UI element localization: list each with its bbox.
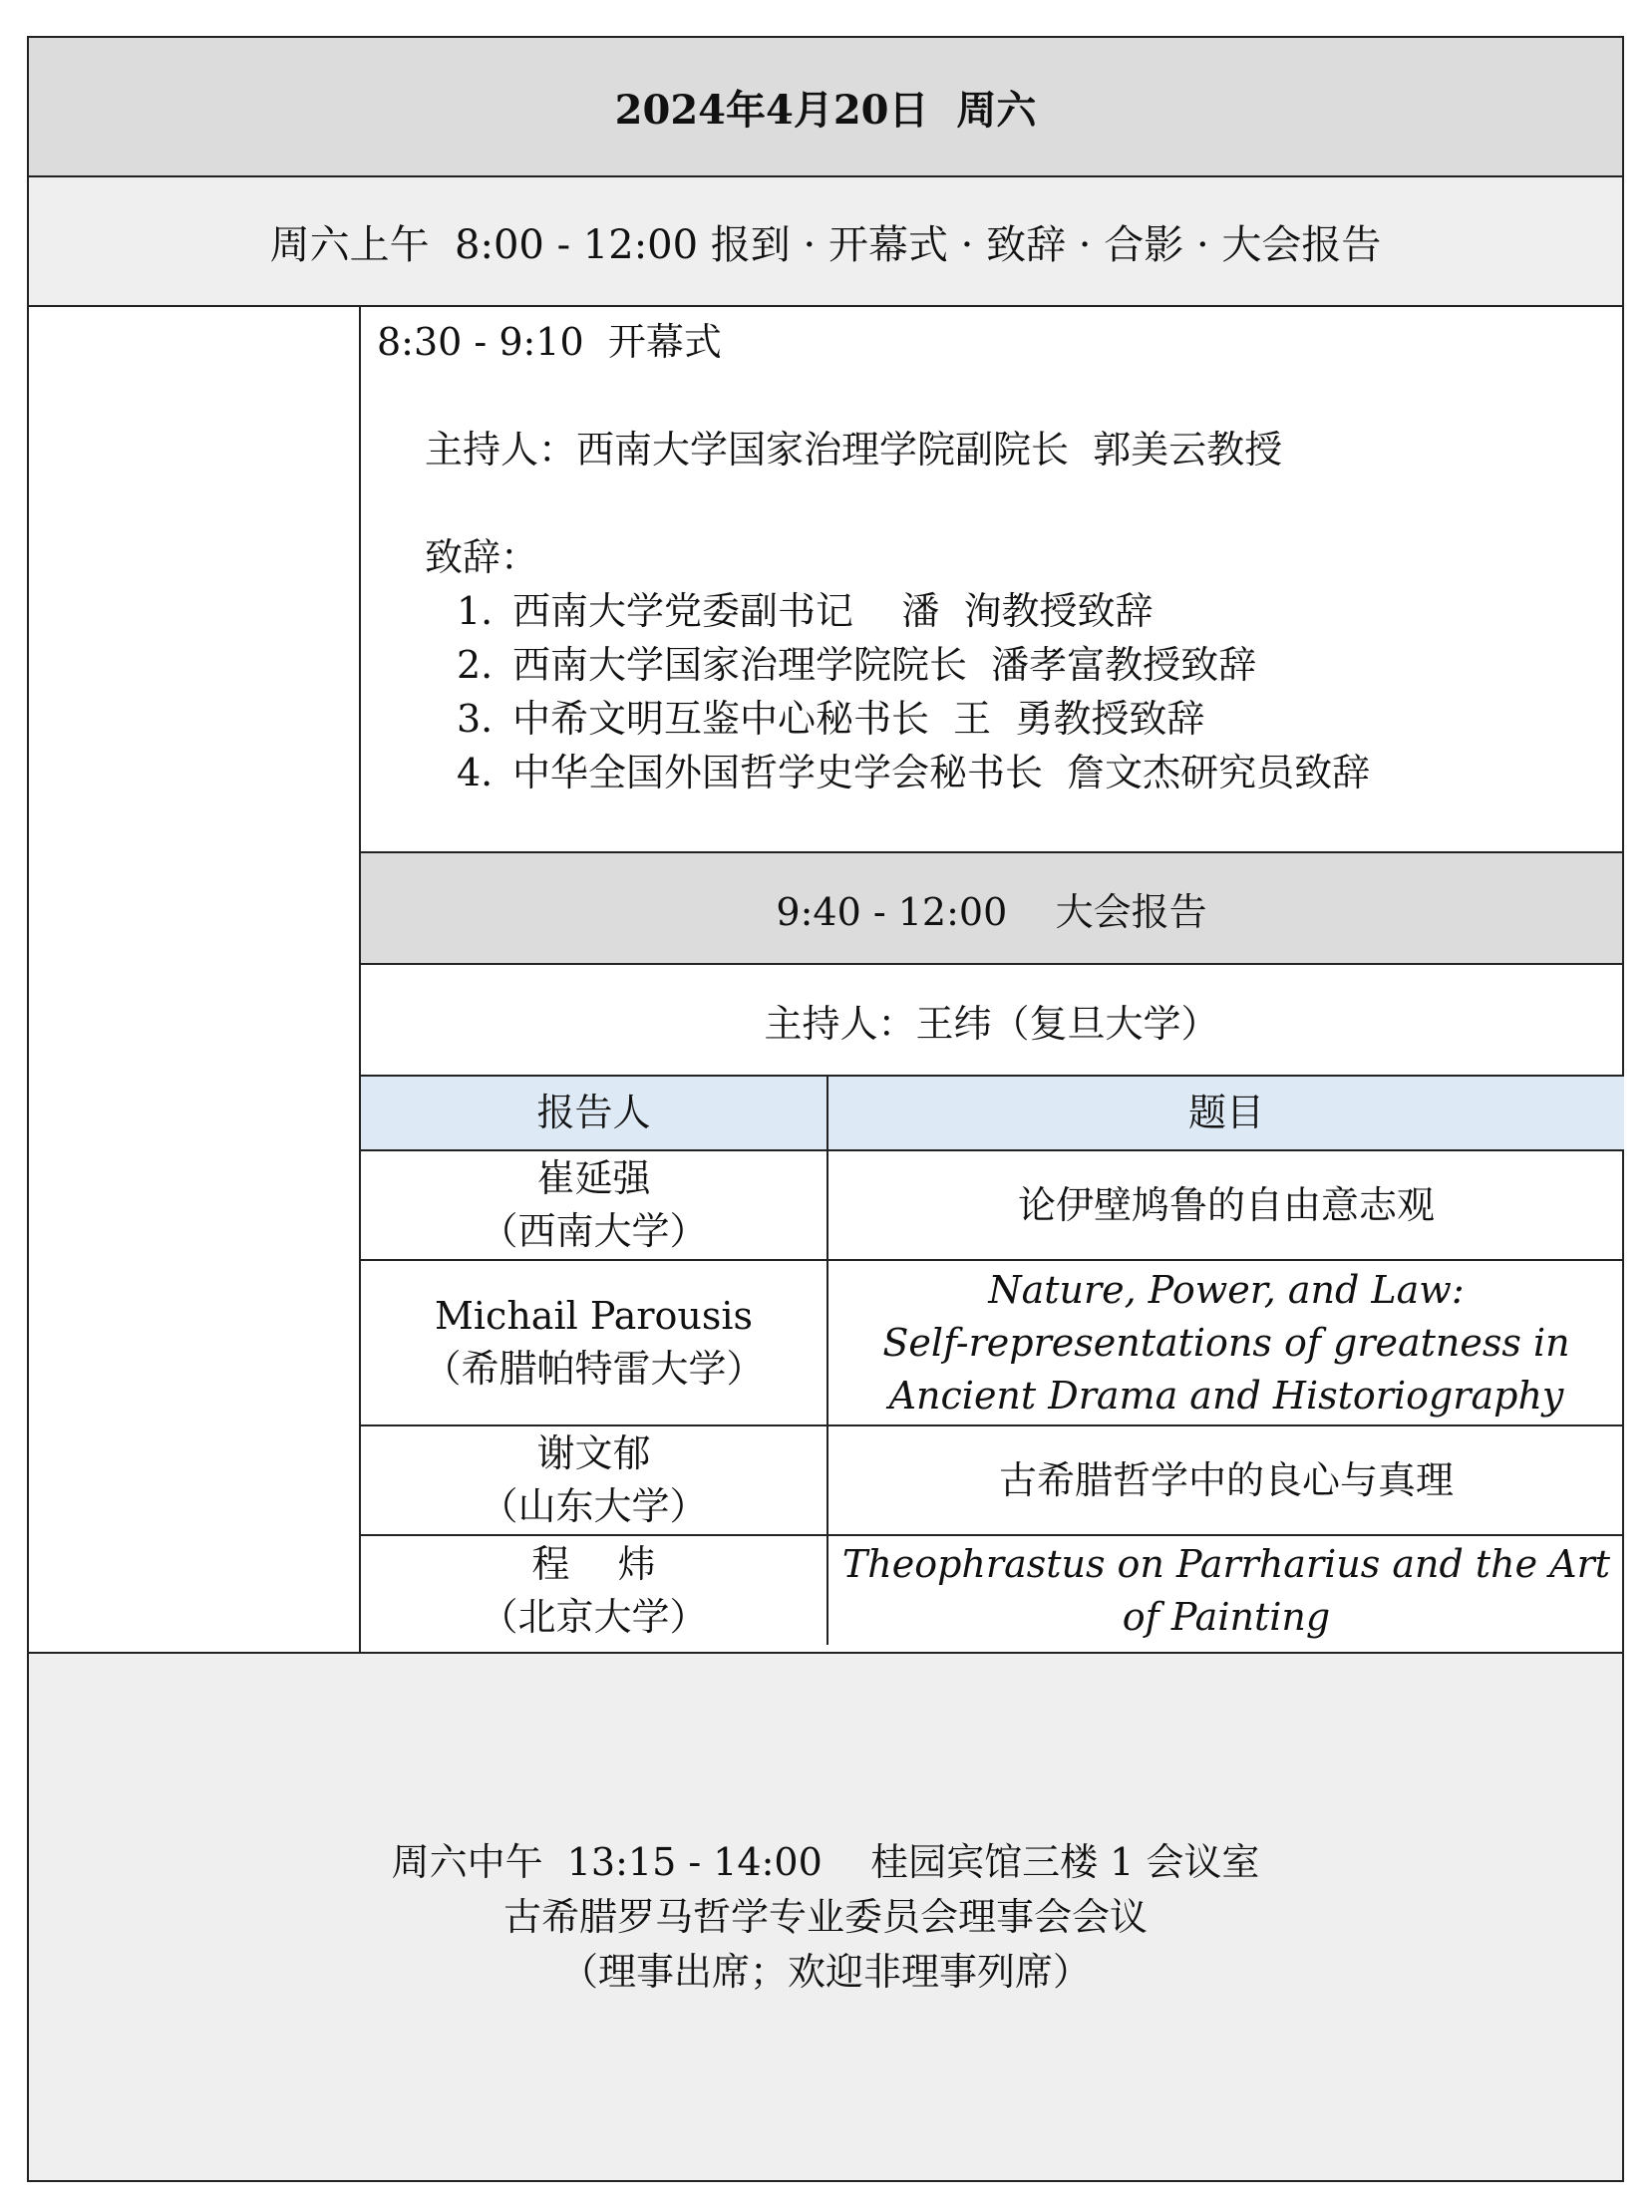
talk-title: 古希腊哲学中的良心与真理: [998, 1457, 1454, 1502]
speaker-affiliation: （希腊帕特雷大学）: [423, 1347, 765, 1391]
morning-header-text: 周六上午 8:00 - 12:00 报到 · 开幕式 · 致辞 · 合影 · 大会报告: [269, 221, 1382, 268]
plenary-host-row: [361, 965, 1622, 1077]
schedule-table: [27, 36, 1624, 2182]
list-item: [457, 638, 1370, 692]
talk-title-line: Nature, Power, and Law:: [988, 1267, 1465, 1312]
plenary-header: [361, 853, 1622, 965]
speeches-list: [457, 584, 1370, 799]
morning-session: [29, 307, 1622, 1652]
plenary-title: 9:40 - 12:00 大会报告: [776, 889, 1207, 934]
speeches-label: 致辞：: [425, 535, 539, 579]
speaker-name: 谢文郁: [536, 1431, 651, 1475]
speaker-name: 程 炜: [531, 1541, 656, 1586]
speaker-name: 崔延强: [536, 1156, 651, 1200]
title-cell: [827, 1425, 1624, 1535]
speaker-name: Michail Parousis: [434, 1294, 754, 1338]
table-row: [361, 1425, 1624, 1535]
morning-header: [29, 177, 1622, 307]
list-item: [457, 746, 1370, 799]
talk-title: 论伊壁鸠鲁的自由意志观: [1017, 1182, 1435, 1227]
right-column: [361, 307, 1622, 1652]
list-number: 1.: [457, 589, 494, 633]
talk-title-line: of Painting: [1122, 1594, 1331, 1639]
speech-text: 中华全国外国哲学史学会秘书长 詹文杰研究员致辞: [512, 751, 1371, 794]
title-cell: [827, 1150, 1624, 1260]
table-row: [361, 1535, 1624, 1645]
noon-meeting-note: （理事出席；欢迎非理事列席）: [559, 1949, 1091, 1994]
speaker-cell: [361, 1535, 827, 1645]
title-cell: [827, 1535, 1624, 1645]
speaker-affiliation: （西南大学）: [480, 1209, 708, 1253]
date-header-text: 2024年4月20日 周六: [614, 86, 1037, 134]
noon-session: [29, 1652, 1622, 2180]
opening-ceremony: [361, 307, 1622, 853]
talk-title-line: Theophrastus on Parrharius and the Art: [841, 1541, 1611, 1586]
column-header-title: 题目: [827, 1077, 1624, 1150]
table-row: [361, 1260, 1624, 1425]
speech-text: 西南大学党委副书记 潘 洵教授致辞: [512, 589, 1154, 633]
noon-time-location: 周六中午 13:15 - 14:00 桂园宾馆三楼 1 会议室: [391, 1839, 1260, 1884]
speaker-cell: [361, 1260, 827, 1425]
table-header-row: [361, 1077, 1624, 1150]
speaker-affiliation: （北京大学）: [480, 1594, 708, 1639]
column-header-speaker: 报告人: [361, 1077, 827, 1150]
list-number: 2.: [457, 643, 494, 687]
speech-text: 西南大学国家治理学院院长 潘孝富教授致辞: [512, 643, 1257, 687]
talk-title-line: Self-representations of greatness in: [882, 1320, 1570, 1365]
list-number: 4.: [457, 751, 494, 794]
talk-title-line: Ancient Drama and Historiography: [888, 1373, 1564, 1418]
noon-meeting-title: 古希腊罗马哲学专业委员会理事会会议: [502, 1894, 1148, 1939]
speech-text: 中希文明互鉴中心秘书长 王 勇教授致辞: [512, 697, 1205, 741]
date-header: [29, 38, 1622, 177]
opening-title: 8:30 - 9:10 开幕式: [377, 320, 722, 364]
table-row: [361, 1150, 1624, 1260]
list-item: [457, 692, 1370, 746]
left-column: [29, 307, 361, 1652]
talks-table: [361, 1077, 1624, 1645]
list-item: [457, 584, 1370, 638]
speaker-affiliation: （山东大学）: [480, 1484, 708, 1528]
plenary-host: 主持人：王纬（复旦大学）: [764, 1001, 1219, 1046]
speaker-cell: [361, 1425, 827, 1535]
opening-host: 主持人：西南大学国家治理学院副院长 郭美云教授: [425, 428, 1283, 472]
speaker-cell: [361, 1150, 827, 1260]
title-cell: [827, 1260, 1624, 1425]
list-number: 3.: [457, 697, 494, 741]
